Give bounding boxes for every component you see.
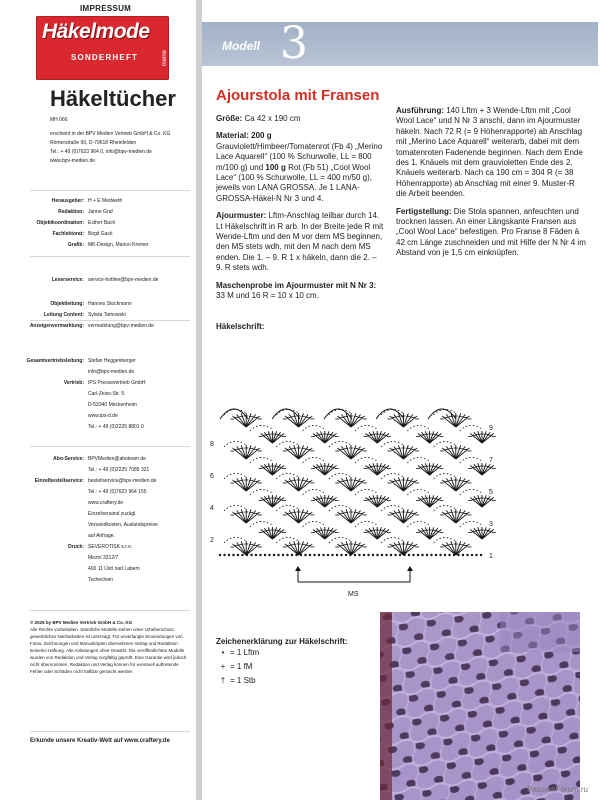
impressum-row [0,489,196,497]
legend-text: = 1 Lftm [230,648,260,657]
content-page [202,0,600,800]
chain-dot [381,554,383,556]
chain-dot [259,554,261,556]
impressum-row [0,277,196,285]
chain-dot [439,554,441,556]
chain-dot [354,554,356,556]
modell-number: 3 [280,18,308,69]
impressum-value: Janne Graf [88,209,113,215]
impressum-column [0,0,196,800]
impressum-row [0,231,196,239]
gauge-text: 33 M und 16 R = 10 x 10 cm. [216,291,319,301]
impressum-row [0,478,196,486]
text-column-right [396,106,586,266]
chain-dot [345,554,347,556]
chain-arc [460,425,482,431]
crochet-chart [202,330,600,610]
impressum-value: Carl-Zeiss-Str. 5 [88,391,125,397]
impressum-value: IPS Pressevertrieb GmbH [88,380,146,386]
footer-link[interactable]: Erkunde unsere Kreativ-Welt auf www.craftery.de [30,738,170,744]
impressum-row [0,358,196,366]
chain-dot [435,554,437,556]
logo-sub-text: SONDERHEFT [71,53,139,62]
chain-arc [407,521,429,527]
execution-label: Ausführung: [396,106,444,115]
size-paragraph [216,114,384,124]
article-heading: Ajourstola mit Fransen [216,87,380,104]
material-label-2: 100 g [265,162,286,172]
chain-arc [276,473,298,479]
chain-arc [303,489,325,495]
row-number: 4 [210,505,214,512]
lace-photo-image [380,612,580,800]
impressum-value: Versandkosten, Auslandspreise [88,522,158,528]
chain-arc [329,537,351,543]
material-paragraph [216,131,384,204]
chain-dot [237,554,239,556]
material-label: Material: 200 g [216,131,272,141]
impressum-row [0,566,196,574]
chain-dot [273,554,275,556]
impressum-value: Esther Bach [88,220,116,226]
publisher-line: www.bpv-medien.de [50,158,96,164]
chain-dot [399,554,401,556]
pattern-paragraph [216,211,384,273]
dc-symbol-icon: † [220,676,226,685]
chain-arc [407,457,429,463]
divider [30,320,190,321]
impressum-value[interactable]: www.craftery.de [88,500,124,506]
impressum-row [0,369,196,377]
impressum-value: Tel.: + 49 (0)2225 7085 321 [88,467,150,473]
chain-dot [462,554,464,556]
row-number: 9 [489,425,493,432]
impressum-key: Vertrieb: [63,380,84,386]
pattern-label: Ajourmuster: [216,211,267,221]
chain-arc [355,457,377,463]
chain-arc [329,441,351,447]
chain-dot [475,554,477,556]
chain-arc [224,505,246,511]
chain-arc [381,473,403,479]
chain-dot [331,554,333,556]
impressum-row [0,242,196,250]
chain-arc [381,441,403,447]
chain-dot [408,554,410,556]
copyright-text: Alle Rechte vorbehalten. Sämtliche Modelle stehen unter Urheberschutz, gewerbliches Nacharbeiten ist untersagt. Für unverlangte Einsendungen von Fotos, Zeichnungen und Manuskripten übernehmen Verlag und Redaktion keinerlei Haftung. Alle Anleitungen ohne Gewähr. Die veröffentlichten Modelle wurden von Redaktion und Verlag sorgfältig geprüft. Eine Garantie wird jedoch nicht übernommen. Redaktion und Verlag können für eventuell auftretende Fehler oder Schäden nicht haftbar gemacht werden. [30,627,187,674]
chain-dot [268,554,270,556]
chain-arc [276,409,298,415]
divider [30,256,190,257]
material-text-2: Rot (Fb 51) „Cool Wool Lace“ (100 % Schurwolle, LL = 400 m/50 g), jeweils von LANA GROSSA. Je 1 LANA-GROSSA-Häkel-N Nr 3 und 4. [216,162,373,203]
publisher-info [50,130,190,166]
chain-arc [329,505,351,511]
sc-symbol-icon: + [220,662,226,671]
chain-arc [355,425,377,431]
size-label: Größe: [216,114,243,123]
row-number: 8 [210,441,214,448]
magazine-logo [36,16,169,80]
impressum-title: IMPRESSUM [80,4,132,13]
legend-text: = 1 Stb [230,676,256,685]
chain-dot [426,554,428,556]
legend-item-chain [216,648,259,657]
legend-item-sc [216,662,252,671]
chain-arc [250,457,272,463]
chain-arc [434,505,456,511]
material-text-1: Grauviolett/Himbeer/Tomatenrot (Fb 4) „Merino Lace Aquarell“ (100 % Schurwolle, LL = 800 m/100 g) und [216,141,383,172]
text-column-left [216,114,384,309]
impressum-value: MK-Design, Marion Kremer [88,242,149,248]
chain-dot [376,554,378,556]
chain-dot [219,554,221,556]
modell-label: Modell [222,39,260,53]
impressum-value: Mezní 3312/7 [88,555,119,561]
impressum-key: Druck: [68,544,84,550]
chain-arc [224,409,246,415]
issue-number: MH 066 [50,117,68,123]
chain-dot [250,554,252,556]
chain-dot [322,554,324,556]
chain-arc [224,473,246,479]
magazine-title: Häkeltücher [50,86,176,111]
chain-dot [277,554,279,556]
modell-banner [202,18,598,69]
chain-symbol-icon: • [221,648,225,657]
impressum-key: Anzeigenvermarktung: [29,323,84,329]
top-arc [428,409,456,419]
impressum-row [0,511,196,519]
chain-dot [421,554,423,556]
chain-arc [224,537,246,543]
chain-dot [448,554,450,556]
chain-dot [430,554,432,556]
chain-arc [250,521,272,527]
publisher-line: Tel.: + 49 (0)7623 964 0, info@bpv-medien.de [50,149,152,155]
finishing-text: Die Stola spannen, anfeuchten und trocknen lassen. An einer Längskante Fransen aus „Cool Wool Lace“ befestigen. Pro Franse 8 Fäden à 42 cm Länge zuschneiden und mit Hilfe der N Nr 4 im Abstand von je 1,5 cm einknüpfen. [396,206,586,258]
impressum-row [0,301,196,309]
chain-dot [264,554,266,556]
ms-arrow-icon [295,566,301,571]
chain-dot [286,554,288,556]
legend-title: Zeichenerklärung zur Häkelschrift: [216,637,348,646]
divider [30,610,190,611]
copyright-block [30,619,190,675]
impressum-value: Tschechien [88,577,114,583]
chain-dot [318,554,320,556]
chain-arc [329,473,351,479]
chain-dot [390,554,392,556]
copyright-head: © 2025 by BPV Medien Vertrieb GmbH & Co. KG [30,620,133,625]
chain-arc [381,537,403,543]
impressum-value[interactable]: bestellservice@bpv-medien.de [88,478,157,484]
chain-arc [250,425,272,431]
impressum-key: Leitung Content: [44,312,84,318]
chain-arc [434,441,456,447]
impressum-key: Objektkoordination: [36,220,84,226]
finishing-paragraph [396,207,586,259]
chain-dot [358,554,360,556]
impressum-value[interactable]: info@bpv-medien.de [88,369,135,375]
chain-dot [466,554,468,556]
publisher-line: Römerstraße 90, D-79618 Rheinfelden [50,140,137,146]
chain-dot [228,554,230,556]
impressum-value: auf Anfrage. [88,533,115,539]
chain-dot [417,554,419,556]
divider [30,446,190,447]
impressum-row [0,544,196,552]
impressum-row [0,500,196,508]
finishing-label: Fertigstellung: [396,206,452,216]
impressum-value[interactable]: service-hotline@bpv-medien.de [88,277,159,283]
impressum-value[interactable]: vermarktung@bpv-medien.de [88,323,154,329]
impressum-row [0,413,196,421]
watermark: PassionForum.ru [527,785,588,794]
chain-arc [434,537,456,543]
logo-vertical-text: meine [162,50,168,67]
chain-arc [276,537,298,543]
impressum-row [0,312,196,320]
divider [30,731,190,732]
impressum-value: H + E Medweth [88,198,123,204]
impressum-row [0,402,196,410]
chain-dot [457,554,459,556]
chain-arc [381,505,403,511]
logo-main-text: Häkelmode [42,20,150,43]
execution-paragraph [396,106,586,200]
chain-dot [255,554,257,556]
impressum-row [0,522,196,530]
impressum-value: SEVEROTISK s.r.o. [88,544,133,550]
chain-arc [355,489,377,495]
impressum-value: Birgit Gack [88,231,113,237]
impressum-row [0,533,196,541]
impressum-row [0,424,196,432]
row-number: 3 [489,521,493,528]
impressum-key: Gesamtvertriebsleitung: [26,358,84,364]
execution-text: 140 Lftm + 3 Wende-Lftm mit „Cool Wool Lace“ und N Nr 3 anschl, dann im Ajourmuster häkeln. Nach 72 R (= 9 Höhenrapporte) ab Anschlag mit „Merino Lace Aquarell“ weiterarb, dabei mit dem tomatenroten Fadenende beginnen. Nach dem Ende des 1. Knäuels mit dem grauvioletten Ende des 2. Knäuels weiterarb. Nach ca 190 cm = 304 R (= 38 Höhenrapporte) ab Anschlag mit einer 9. Muster-R die Arbeit beenden. [396,106,583,199]
chain-dot [372,554,374,556]
impressum-key: Objektleitung: [50,301,84,307]
chain-arc [303,457,325,463]
chain-arc [303,425,325,431]
chain-dot [304,554,306,556]
row-number: 5 [489,489,493,496]
impressum-row [0,198,196,206]
divider [30,190,190,191]
chain-dot [282,554,284,556]
impressum-key: Grafik: [67,242,84,248]
legend-text: = 1 fM [230,662,253,671]
chain-dot [385,554,387,556]
impressum-row [0,323,196,331]
chain-dot [241,554,243,556]
legend-item-dc [216,676,256,685]
publisher-line: erscheint in der BPV Medien Vertrieb GmbH & Co. KG [50,131,171,137]
chain-dot [327,554,329,556]
impressum-row [0,456,196,464]
impressum-row [0,467,196,475]
chart-title: Häkelschrift: [216,322,265,331]
chain-dot [444,554,446,556]
gauge-paragraph [216,281,384,302]
chain-dot [367,554,369,556]
chain-dot [412,554,414,556]
chain-arc [303,521,325,527]
impressum-value: Tel.: + 49 (0)7623 964 155 [88,489,147,495]
pattern-text: Lftm-Anschlag teilbar durch 14. Lt Häkelschrift in R arb. In der Breite jede R mit Wende-Lftm und den M vor dem MS beginnen, den MS stets wdh, mit den M nach dem MS enden. Die 1. – 9. R 1 x häkeln, dann die 2. – 9. R stets wdh. [216,211,384,273]
impressum-value: Einzelversand zuzügl. [88,511,137,517]
chain-dot [232,554,234,556]
impressum-value: 400 11 Ústí nad Labem [88,566,140,572]
chain-dot [309,554,311,556]
row-number: 1 [489,553,493,560]
impressum-key: Einzelbestellservice: [34,478,84,484]
impressum-row [0,577,196,585]
chain-dot [363,554,365,556]
impressum-value: Stefan Heggenberger [88,358,136,364]
chain-arc [276,441,298,447]
chain-arc [250,489,272,495]
chain-dot [313,554,315,556]
impressum-key: Redaktion: [58,209,84,215]
chain-arc [460,457,482,463]
ms-label: MS [348,591,359,598]
impressum-row [0,391,196,399]
chain-arc [407,489,429,495]
impressum-value: Hannes Stockmann [88,301,132,307]
chain-dot [223,554,225,556]
chain-dot [336,554,338,556]
row-number: 2 [210,537,214,544]
impressum-row [0,380,196,388]
chain-dot [340,554,342,556]
chain-dot [480,554,482,556]
row-number: 7 [489,457,493,464]
top-arc [272,409,300,419]
chain-arc [407,425,429,431]
chain-dot [471,554,473,556]
impressum-row [0,209,196,217]
chain-arc [355,521,377,527]
impressum-key: Herausgeber: [51,198,84,204]
size-value: Ca 42 x 190 cm [242,114,301,123]
chain-arc [276,505,298,511]
impressum-value: D-53340 Meckenheim [88,402,137,408]
impressum-key: Fachlektorat: [52,231,84,237]
chain-dot [291,554,293,556]
chain-dot [394,554,396,556]
stole-photo [380,612,580,800]
gauge-label: Maschenprobe im Ajourmuster mit N Nr 3: [216,280,377,290]
chain-arc [460,489,482,495]
impressum-value: Tel.: + 49 (0)2225 8801 0 [88,424,144,430]
ms-arrow-icon [407,566,413,571]
impressum-value[interactable]: www.ips-d.de [88,413,118,419]
chain-arc [434,473,456,479]
row-number: 6 [210,473,214,480]
impressum-key: Leserservice: [51,277,84,283]
impressum-value[interactable]: BPVMedien@aboteam.de [88,456,146,462]
impressum-row [0,555,196,563]
impressum-row [0,220,196,228]
chain-arc [224,441,246,447]
impressum-value: Sylwia Tamowski [88,312,126,318]
impressum-key: Abo-Service: [53,456,84,462]
chain-arc [460,521,482,527]
